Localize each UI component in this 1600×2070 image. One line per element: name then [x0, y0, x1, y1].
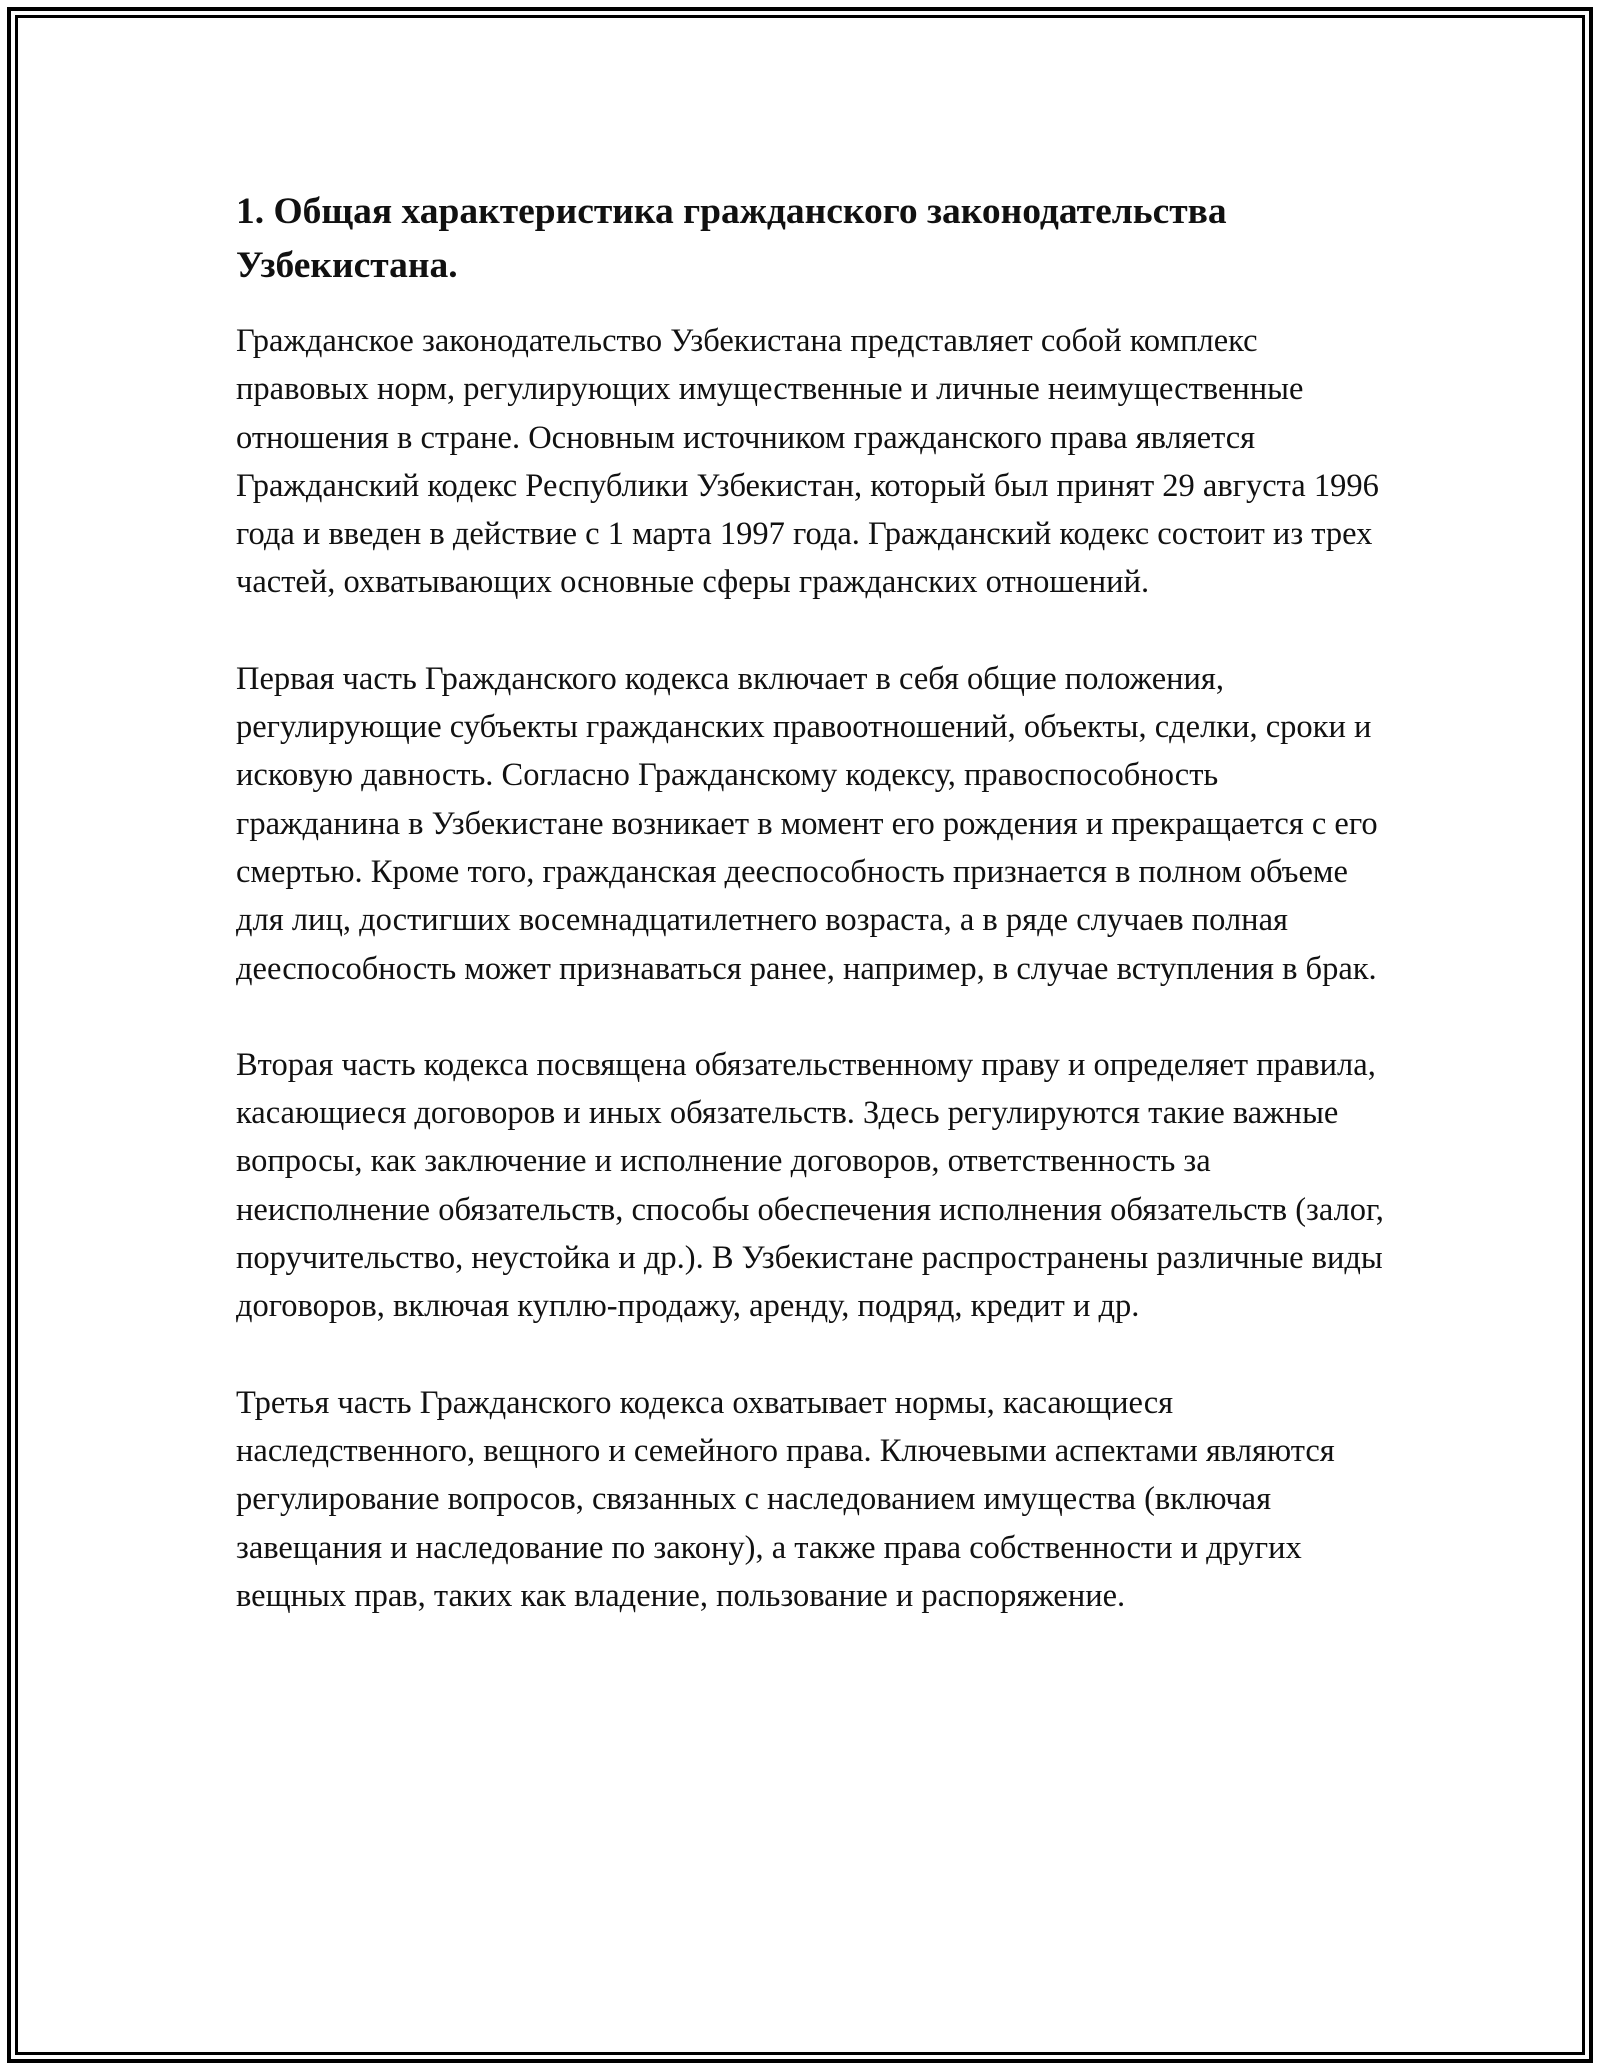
paragraph-part-three: Третья часть Гражданского кодекса охватывает нормы, касающиеся наследственного, вещного и семейного права. Ключевыми аспектами являются регулирование вопросов, связанных с наследованием имущества (включая завещания и наследование по закону), а также права собственности и других вещных прав, таких как владение, пользование и распоряжение.: [236, 1384, 1335, 1614]
paragraph-part-one: Первая часть Гражданского кодекса включает в себя общие положения, регулирующие субъекты гражданских правоотношений, объекты, сделки, сроки и исковую давность. Согласно Гражданскому кодексу, правоспособность гражданина в Узбекистане возникает в момент его рождения и прекращается с его смертью. Кроме того, гражданская дееспособность признается в полном объеме для лиц, достигших восемнадцатилетнего возраста, а в ряде случаев полная дееспособность может признаваться ранее, например, в случае вступления в брак.: [236, 660, 1378, 987]
section-heading: 1. Общая характеристика гражданского законодательства Узбекистана.: [236, 191, 1227, 286]
paragraph-part-two: Вторая часть кодекса посвящена обязательственному праву и определяет правила, касающиеся договоров и иных обязательств. Здесь регулируются такие важные вопросы, как заключение и исполнение договоров, ответственность за неисполнение обязательств, способы обеспечения исполнения обязательств (залог, поручительство, неустойка и др.). В Узбекистане распространены различные виды договоров, включая куплю-продажу, аренду, подряд, кредит и др.: [236, 1046, 1384, 1325]
paragraph-intro: Гражданское законодательство Узбекистана представляет собой комплекс правовых норм, регулирующих имущественные и личные неимущественные отношения в стране. Основным источником гражданского права является Гражданский кодекс Республики Узбекистан, который был принят 29 августа 1996 года и введен в действие с 1 марта 1997 года. Гражданский кодекс состоит из трех частей, охватывающих основные сферы гражданских отношений.: [236, 323, 1379, 601]
document-body: [236, 185, 1386, 1668]
